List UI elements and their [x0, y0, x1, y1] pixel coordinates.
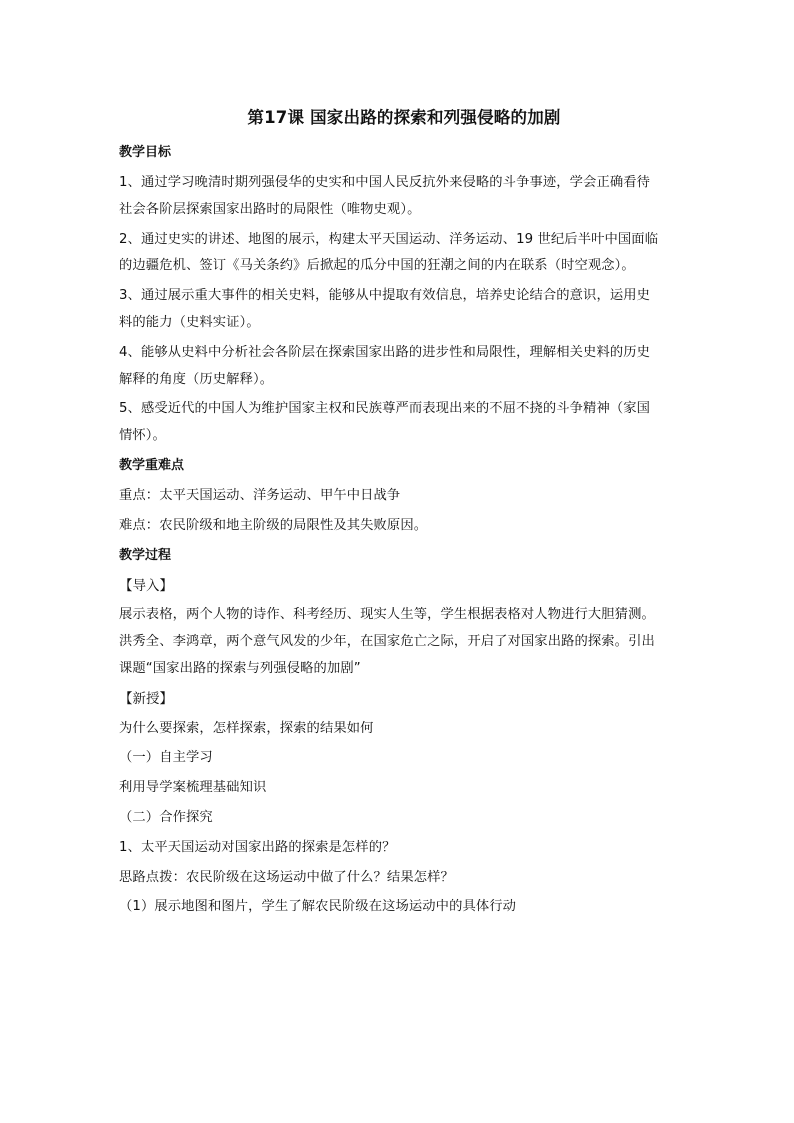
- cooperation-question-1: 1、太平天国运动对国家出路的探索是怎样的？: [119, 839, 396, 855]
- new-lesson-label: 【新授】: [119, 690, 173, 707]
- goal-item-1: [119, 170, 689, 224]
- new-lesson-question: 为什么要探索，怎样探索，探索的结果如何: [119, 720, 374, 736]
- step-1: （1）展示地图和图片，学生了解农民阶级在这场运动中的具体行动: [119, 899, 517, 915]
- goal-1-line-2: 社会各阶层探索国家出路时的局限性（唯物史观）。: [119, 201, 421, 217]
- goal-3-line-2: 料的能力（史料实证）。: [119, 314, 260, 330]
- goal-2-line-2: 的边疆危机、签订《马关条约》后掀起的瓜分中国的狂潮之间的内在联系（时空观念）。: [119, 258, 635, 274]
- goal-4-line-2: 解释的角度（历史解释）。: [119, 371, 274, 387]
- cooperation-heading: （二）合作探究: [119, 809, 213, 825]
- goal-item-5: [119, 396, 689, 450]
- page-title: 第17课 国家出路的探索和列强侵略的加剧: [247, 108, 561, 127]
- intro-label: 【导入】: [119, 577, 173, 594]
- intro-line-1: 展示表格，两个人物的诗作、科考经历、现实人生等，学生根据表格对人物进行大胆猜测。: [119, 607, 655, 623]
- goal-5-line-2: 情怀）。: [119, 428, 166, 444]
- section-heading-key-points: 教学重难点: [119, 457, 185, 473]
- intro-line-2: 洪秀全、李鸿章，两个意气风发的少年，在国家危亡之际，开启了对国家出路的探索。引出: [119, 634, 655, 650]
- goal-item-4: [119, 340, 689, 394]
- self-study-heading: （一）自主学习: [119, 750, 213, 766]
- intro-paragraph: [119, 602, 689, 682]
- document-body: [119, 104, 689, 924]
- goal-1-line-1: 1、通过学习晚清时期列强侵华的史实和中国人民反抗外来侵略的斗争事迹，学会正确看待: [119, 175, 651, 190]
- goal-item-3: [119, 283, 689, 337]
- difficult-point: 难点：农民阶级和地主阶级的局限性及其失败原因。: [119, 517, 428, 533]
- intro-line-3: 课题“国家出路的探索与列强侵略的加剧”: [119, 660, 361, 676]
- key-point: 重点：太平天国运动、洋务运动、甲午中日战争: [119, 487, 401, 503]
- goal-item-2: [119, 227, 689, 281]
- section-heading-process: 教学过程: [119, 547, 172, 563]
- goal-2-line-1: 2、通过史实的讲述、地图的展示，构建太平天国运动、洋务运动、19 世纪后半叶中国面临: [119, 231, 659, 247]
- goal-4-line-1: 4、能够从史料中分析社会各阶层在探索国家出路的进步性和局限性，理解相关史料的历史: [119, 344, 651, 360]
- self-study-desc: 利用导学案梳理基础知识: [119, 780, 267, 796]
- goal-5-line-1: 5、感受近代的中国人为维护国家主权和民族尊严而表现出来的不屈不挠的斗争精神（家国: [119, 401, 651, 417]
- section-heading-goals: 教学目标: [119, 145, 172, 160]
- thinking-hint: 思路点拨：农民阶级在这场运动中做了什么？结果怎样？: [119, 869, 454, 885]
- goal-3-line-1: 3、通过展示重大事件的相关史料，能够从中提取有效信息，培养史论结合的意识，运用史: [119, 288, 651, 304]
